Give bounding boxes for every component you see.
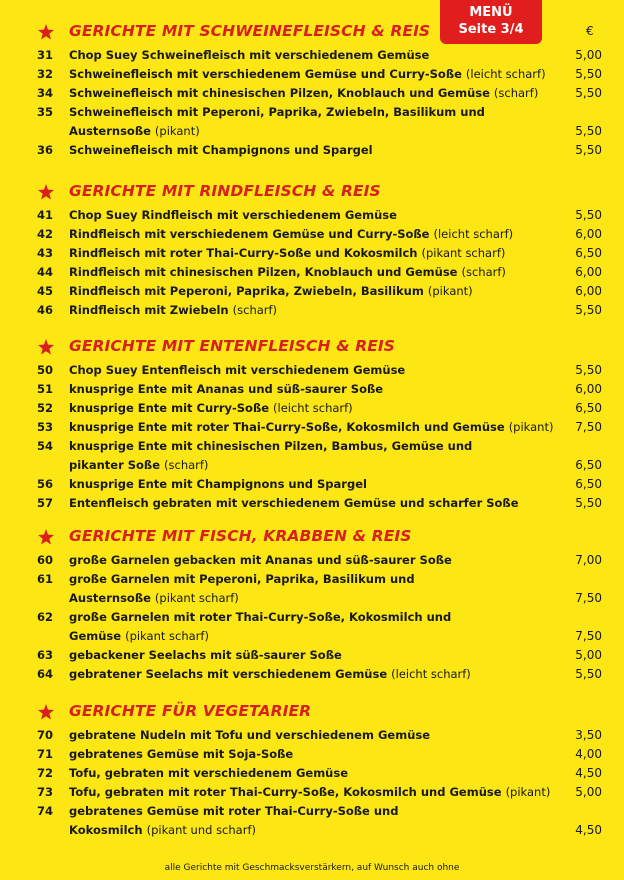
item-description (69, 646, 569, 665)
menu-item (0, 726, 624, 745)
description-line (69, 141, 569, 160)
item-price: 5,00 (575, 785, 602, 799)
item-price: 4,00 (575, 747, 602, 761)
spice-note: (scharf) (232, 303, 278, 317)
menu-section (0, 180, 624, 320)
description-line (69, 745, 569, 764)
dish-text: Rindfleisch mit verschiedenem Gemüse und Curry-Soße (69, 227, 430, 241)
spice-note: (leicht scharf) (391, 667, 471, 681)
description-line (69, 646, 569, 665)
dish-text: knusprige Ente mit roter Thai-Curry-Soße, Kokosmilch und Gemüse (69, 420, 505, 434)
dish-text: Chop Suey Schweinefleisch mit verschiedenem Gemüse (69, 48, 430, 62)
item-price: 5,50 (575, 667, 602, 681)
dish-text: Gemüse (69, 629, 122, 643)
description-line (69, 301, 569, 320)
item-description (69, 608, 569, 646)
menu-item (0, 244, 624, 263)
item-number: 50 (37, 363, 54, 377)
item-number: 31 (37, 48, 54, 62)
spice-note: (pikant) (427, 284, 473, 298)
menu-item (0, 437, 624, 475)
item-number: 63 (37, 648, 54, 662)
item-number: 43 (37, 246, 54, 260)
dish-text: Entenfleisch gebraten mit verschiedenem Gemüse und scharfer Soße (69, 496, 519, 510)
item-price: 6,50 (575, 401, 602, 415)
item-number: 34 (37, 86, 54, 100)
dish-text: Schweinefleisch mit verschiedenem Gemüse und Curry-Soße (69, 67, 462, 81)
description-line (69, 570, 569, 589)
item-number: 51 (37, 382, 54, 396)
item-description (69, 437, 569, 475)
item-price: 5,50 (575, 143, 602, 157)
item-description (69, 84, 569, 103)
description-line (69, 589, 569, 608)
dish-text: gebratenes Gemüse mit roter Thai-Curry-Soße und (69, 804, 399, 818)
item-price: 4,50 (575, 766, 602, 780)
description-line (69, 244, 569, 263)
item-number: 56 (37, 477, 54, 491)
menu-section (0, 700, 624, 840)
description-line (69, 380, 569, 399)
item-number: 35 (37, 105, 54, 119)
dish-text: Rindfleisch mit Zwiebeln (69, 303, 229, 317)
item-description (69, 263, 569, 282)
menu-item (0, 46, 624, 65)
description-line (69, 764, 569, 783)
item-number: 74 (37, 804, 54, 818)
menu-item (0, 282, 624, 301)
menu-item (0, 646, 624, 665)
menu-item (0, 361, 624, 380)
item-description (69, 65, 569, 84)
item-description (69, 726, 569, 745)
menu-item (0, 418, 624, 437)
item-description (69, 551, 569, 570)
dish-text: gebackener Seelachs mit süß-saurer Soße (69, 648, 342, 662)
item-number: 54 (37, 439, 54, 453)
item-description (69, 206, 569, 225)
item-price: 7,50 (575, 420, 602, 434)
section-header (0, 335, 624, 361)
dish-text: Tofu, gebraten mit verschiedenem Gemüse (69, 766, 349, 780)
item-description (69, 665, 569, 684)
dish-text: Schweinefleisch mit Peperoni, Paprika, Zwiebeln, Basilikum und (69, 105, 485, 119)
dish-text: Kokosmilch (69, 823, 143, 837)
description-line (69, 783, 569, 802)
item-description (69, 475, 569, 494)
item-price: 5,00 (575, 648, 602, 662)
item-price: 5,50 (575, 86, 602, 100)
item-description (69, 745, 569, 764)
item-price: 6,50 (575, 458, 602, 472)
menu-section (0, 20, 624, 160)
star-icon (38, 24, 54, 40)
description-line (69, 665, 569, 684)
section-header (0, 700, 624, 726)
menu-item (0, 206, 624, 225)
menu-item (0, 263, 624, 282)
spice-note: (pikant) (505, 785, 551, 799)
badge-title: MENÜ (469, 5, 513, 20)
menu-item (0, 802, 624, 840)
dish-text: knusprige Ente mit chinesischen Pilzen, Bambus, Gemüse und (69, 439, 473, 453)
section-header (0, 180, 624, 206)
item-number: 36 (37, 143, 54, 157)
dish-text: Schweinefleisch mit Champignons und Spargel (69, 143, 373, 157)
description-line (69, 456, 569, 475)
description-line (69, 65, 569, 84)
spice-note: (pikant scharf) (125, 629, 209, 643)
description-line (69, 726, 569, 745)
description-line (69, 122, 569, 141)
item-number: 32 (37, 67, 54, 81)
item-price: 6,00 (575, 382, 602, 396)
star-icon (38, 529, 54, 545)
menu-item (0, 301, 624, 320)
item-price: 5,50 (575, 208, 602, 222)
star-icon (38, 339, 54, 355)
item-number: 71 (37, 747, 54, 761)
description-line (69, 802, 569, 821)
dish-text: große Garnelen gebacken mit Ananas und süß-saurer Soße (69, 553, 452, 567)
section-title: GERICHTE MIT FISCH, KRABBEN & REIS (69, 527, 412, 545)
spice-note: (scharf) (493, 86, 539, 100)
item-number: 57 (37, 496, 54, 510)
item-number: 73 (37, 785, 54, 799)
menu-item (0, 103, 624, 141)
dish-text: gebratene Nudeln mit Tofu und verschiedenem Gemüse (69, 728, 431, 742)
item-description (69, 783, 569, 802)
item-description (69, 141, 569, 160)
item-description (69, 301, 569, 320)
item-price: 6,50 (575, 477, 602, 491)
item-number: 44 (37, 265, 54, 279)
menu-item (0, 84, 624, 103)
item-description (69, 399, 569, 418)
description-line (69, 437, 569, 456)
dish-text: Tofu, gebraten mit roter Thai-Curry-Soße, Kokosmilch und Gemüse (69, 785, 502, 799)
item-price: 5,50 (575, 124, 602, 138)
dish-text: Schweinefleisch mit chinesischen Pilzen, Knoblauch und Gemüse (69, 86, 490, 100)
item-price: 6,00 (575, 227, 602, 241)
item-description (69, 570, 569, 608)
menu-item (0, 65, 624, 84)
description-line (69, 282, 569, 301)
item-number: 41 (37, 208, 54, 222)
dish-text: pikanter Soße (69, 458, 160, 472)
dish-text: Rindfleisch mit roter Thai-Curry-Soße und Kokosmilch (69, 246, 418, 260)
item-number: 61 (37, 572, 54, 586)
item-price: 7,50 (575, 629, 602, 643)
dish-text: knusprige Ente mit Ananas und süß-saurer Soße (69, 382, 384, 396)
description-line (69, 551, 569, 570)
item-description (69, 282, 569, 301)
dish-text: knusprige Ente mit Curry-Soße (69, 401, 270, 415)
spice-note: (leicht scharf) (465, 67, 546, 81)
section-title: GERICHTE MIT ENTENFLEISCH & REIS (69, 337, 396, 355)
item-description (69, 380, 569, 399)
spice-note: (leicht scharf) (273, 401, 353, 415)
dish-text: große Garnelen mit roter Thai-Curry-Soße, Kokosmilch und (69, 610, 452, 624)
menu-item (0, 225, 624, 244)
spice-note: (scharf) (164, 458, 209, 472)
menu-item (0, 380, 624, 399)
item-price: 6,50 (575, 246, 602, 260)
item-description (69, 225, 569, 244)
description-line (69, 475, 569, 494)
spice-note: (pikant und scharf) (146, 823, 256, 837)
item-number: 46 (37, 303, 54, 317)
menu-section (0, 525, 624, 684)
description-line (69, 225, 569, 244)
item-price: 6,00 (575, 284, 602, 298)
description-line (69, 627, 569, 646)
menu-item (0, 665, 624, 684)
dish-text: große Garnelen mit Peperoni, Paprika, Basilikum und (69, 572, 415, 586)
menu-item (0, 475, 624, 494)
item-number: 62 (37, 610, 54, 624)
item-number: 53 (37, 420, 54, 434)
menu-item (0, 570, 624, 608)
item-price: 5,50 (575, 363, 602, 377)
item-description (69, 494, 569, 513)
section-title: GERICHTE FÜR VEGETARIER (69, 702, 312, 720)
menu-item (0, 551, 624, 570)
menu-item (0, 783, 624, 802)
item-number: 42 (37, 227, 54, 241)
star-icon (38, 184, 54, 200)
description-line (69, 46, 569, 65)
section-title: GERICHTE MIT SCHWEINEFLEISCH & REIS (69, 22, 431, 40)
menu-item (0, 764, 624, 783)
section-header (0, 20, 624, 46)
star-icon (38, 704, 54, 720)
item-number: 52 (37, 401, 54, 415)
item-price: 5,50 (575, 67, 602, 81)
item-description (69, 802, 569, 840)
description-line (69, 494, 569, 513)
description-line (69, 399, 569, 418)
item-description (69, 46, 569, 65)
description-line (69, 821, 569, 840)
menu-item (0, 399, 624, 418)
spice-note: (pikant scharf) (421, 246, 506, 260)
item-description (69, 764, 569, 783)
dish-text: gebratenes Gemüse mit Soja-Soße (69, 747, 294, 761)
menu-item (0, 494, 624, 513)
description-line (69, 263, 569, 282)
section-header (0, 525, 624, 551)
menu-item (0, 745, 624, 764)
item-price: 5,50 (575, 303, 602, 317)
item-number: 64 (37, 667, 54, 681)
description-line (69, 206, 569, 225)
dish-text: Chop Suey Rindfleisch mit verschiedenem Gemüse (69, 208, 397, 222)
item-price: 7,50 (575, 591, 602, 605)
item-description (69, 103, 569, 141)
item-number: 45 (37, 284, 54, 298)
item-description (69, 244, 569, 263)
dish-text: Austernsoße (69, 591, 151, 605)
spice-note: (pikant) (154, 124, 200, 138)
dish-text: Austernsoße (69, 124, 151, 138)
menu-item (0, 141, 624, 160)
item-description (69, 418, 569, 437)
dish-text: Chop Suey Entenfleisch mit verschiedenem Gemüse (69, 363, 406, 377)
section-title: GERICHTE MIT RINDFLEISCH & REIS (69, 182, 381, 200)
spice-note: (pikant scharf) (154, 591, 239, 605)
description-line (69, 84, 569, 103)
item-price: 5,00 (575, 48, 602, 62)
spice-note: (scharf) (461, 265, 506, 279)
footer-note: alle Gerichte mit Geschmacksverstärkern, auf Wunsch auch ohne (164, 863, 460, 873)
dish-text: Rindfleisch mit chinesischen Pilzen, Knoblauch und Gemüse (69, 265, 458, 279)
menu-section (0, 335, 624, 513)
item-price: 6,00 (575, 265, 602, 279)
item-number: 60 (37, 553, 54, 567)
item-price: 4,50 (575, 823, 602, 837)
item-number: 72 (37, 766, 54, 780)
item-price: 3,50 (575, 728, 602, 742)
dish-text: Rindfleisch mit Peperoni, Paprika, Zwiebeln, Basilikum (69, 284, 424, 298)
description-line (69, 608, 569, 627)
description-line (69, 103, 569, 122)
item-description (69, 361, 569, 380)
dish-text: gebratener Seelachs mit verschiedenem Gemüse (69, 667, 388, 681)
dish-text: knusprige Ente mit Champignons und Spargel (69, 477, 367, 491)
item-price: 5,50 (575, 496, 602, 510)
menu-item (0, 608, 624, 646)
description-line (69, 361, 569, 380)
spice-note: (pikant) (508, 420, 554, 434)
item-number: 70 (37, 728, 54, 742)
badge-page: Seite 3/4 (458, 22, 524, 37)
item-price: 7,00 (575, 553, 602, 567)
spice-note: (leicht scharf) (433, 227, 514, 241)
currency-label: € (586, 24, 594, 38)
description-line (69, 418, 569, 437)
